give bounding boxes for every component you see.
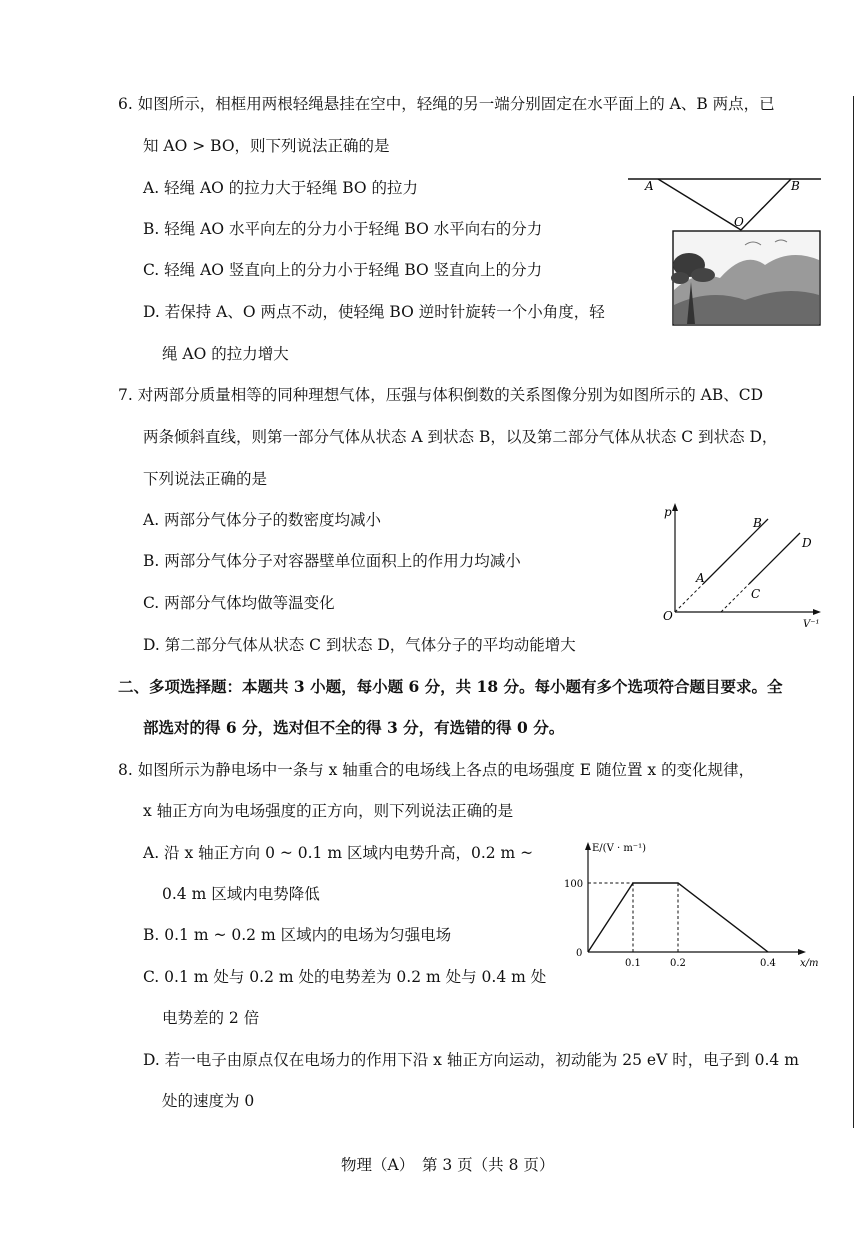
v-axis-label: V⁻¹	[803, 619, 820, 630]
point-o-label: O	[734, 215, 744, 229]
q8-option-a-line1: A. 沿 x 轴正方向 0 ~ 0.1 m 区域内电势升高，0.2 m ~	[143, 844, 534, 862]
rope-ao	[658, 179, 741, 230]
point-d-label: D	[802, 536, 812, 550]
point-a-label: A	[696, 571, 705, 585]
q8-e-x-chart	[560, 838, 830, 973]
e-axis-arrow	[585, 842, 591, 850]
page-edge-line	[853, 96, 854, 1128]
e-axis-label: E/(V · m⁻¹)	[592, 843, 646, 854]
q6-option-a: A. 轻绳 AO 的拉力大于轻绳 BO 的拉力	[143, 179, 419, 197]
q7-stem-line2: 两条倾斜直线，则第一部分气体从状态 A 到状态 B，以及第二部分气体从状态 C 到状态 D，	[143, 428, 778, 446]
page-footer: 物理（A） 第 3 页（共 8 页）	[341, 1156, 555, 1174]
q8-stem-line1: 8. 如图所示为静电场中一条与 x 轴重合的电场线上各点的电场强度 E 随位置 x 的变化规律，	[118, 761, 755, 779]
origin-label: O	[663, 609, 673, 623]
q8-option-d-line1: D. 若一电子由原点仅在电场力的作用下沿 x 轴正方向运动，初动能为 25 eV 时，电子到 0.4 m	[143, 1051, 799, 1069]
q7-option-d: D. 第二部分气体从状态 C 到状态 D，气体分子的平均动能增大	[143, 636, 576, 654]
point-b-label: B	[791, 179, 800, 193]
q6-figure	[625, 170, 825, 330]
x-axis-label: x/m	[800, 958, 819, 969]
section2-heading-line2: 部选对的得 6 分，选对但不全的得 3 分，有选错的得 0 分。	[143, 718, 565, 737]
ab-extension	[675, 584, 703, 612]
p-axis-label: p	[664, 505, 672, 519]
q6-option-c: C. 轻绳 AO 竖直向上的分力小于轻绳 BO 竖直向上的分力	[143, 261, 543, 279]
x-tick-label: 0.2	[670, 958, 686, 969]
rope-bo	[741, 179, 791, 230]
q6-option-d-line2: 绳 AO 的拉力增大	[162, 345, 289, 363]
x-axis-arrow	[798, 949, 806, 955]
point-a-label: A	[645, 179, 654, 193]
v-axis-arrow	[813, 609, 821, 615]
y-tick-label: 100	[564, 879, 584, 890]
q7-option-b: B. 两部分气体分子对容器壁单位面积上的作用力均减小	[143, 552, 521, 570]
q6-stem-line2: 知 AO > BO，则下列说法正确的是	[143, 137, 390, 155]
p-axis-arrow	[672, 503, 678, 511]
q6-option-d-line1: D. 若保持 A、O 两点不动，使轻绳 BO 逆时针旋转一个小角度，轻	[143, 303, 605, 321]
q6-stem-line1: 6. 如图所示，相框用两根轻绳悬挂在空中，轻绳的另一端分别固定在水平面上的 A、B 两点，已	[118, 95, 775, 113]
point-c-label: C	[751, 587, 761, 601]
point-b-label: B	[753, 516, 762, 530]
q7-option-a: A. 两部分气体分子的数密度均减小	[143, 511, 382, 529]
q8-option-c-line2: 电势差的 2 倍	[162, 1009, 260, 1027]
q8-stem-line2: x 轴正方向为电场强度的正方向，则下列说法正确的是	[143, 802, 514, 820]
origin-label: 0	[576, 948, 583, 959]
q8-option-c-line1: C. 0.1 m 处与 0.2 m 处的电势差为 0.2 m 处与 0.4 m 处	[143, 968, 547, 986]
cd-extension	[721, 584, 749, 612]
q8-option-d-line2: 处的速度为 0	[162, 1092, 255, 1110]
q8-option-b: B. 0.1 m ~ 0.2 m 区域内的电场为匀强电场	[143, 926, 452, 944]
x-tick-label: 0.1	[625, 958, 641, 969]
q6-option-b: B. 轻绳 AO 水平向左的分力小于轻绳 BO 水平向右的分力	[143, 220, 543, 238]
picture-frame-image	[671, 231, 820, 325]
q7-stem-line3: 下列说法正确的是	[143, 470, 268, 488]
q7-option-c: C. 两部分气体均做等温变化	[143, 594, 335, 612]
q8-option-a-line2: 0.4 m 区域内电势降低	[162, 885, 320, 903]
x-tick-label: 0.4	[760, 958, 776, 969]
section2-heading-line1: 二、多项选择题：本题共 3 小题，每小题 6 分，共 18 分。每小题有多个选项符合题目要求。全	[118, 677, 783, 696]
line-cd	[749, 533, 800, 584]
q7-figure	[655, 500, 825, 630]
q7-stem-line1: 7. 对两部分质量相等的同种理想气体，压强与体积倒数的关系图像分别为如图所示的 AB、CD	[118, 386, 764, 404]
